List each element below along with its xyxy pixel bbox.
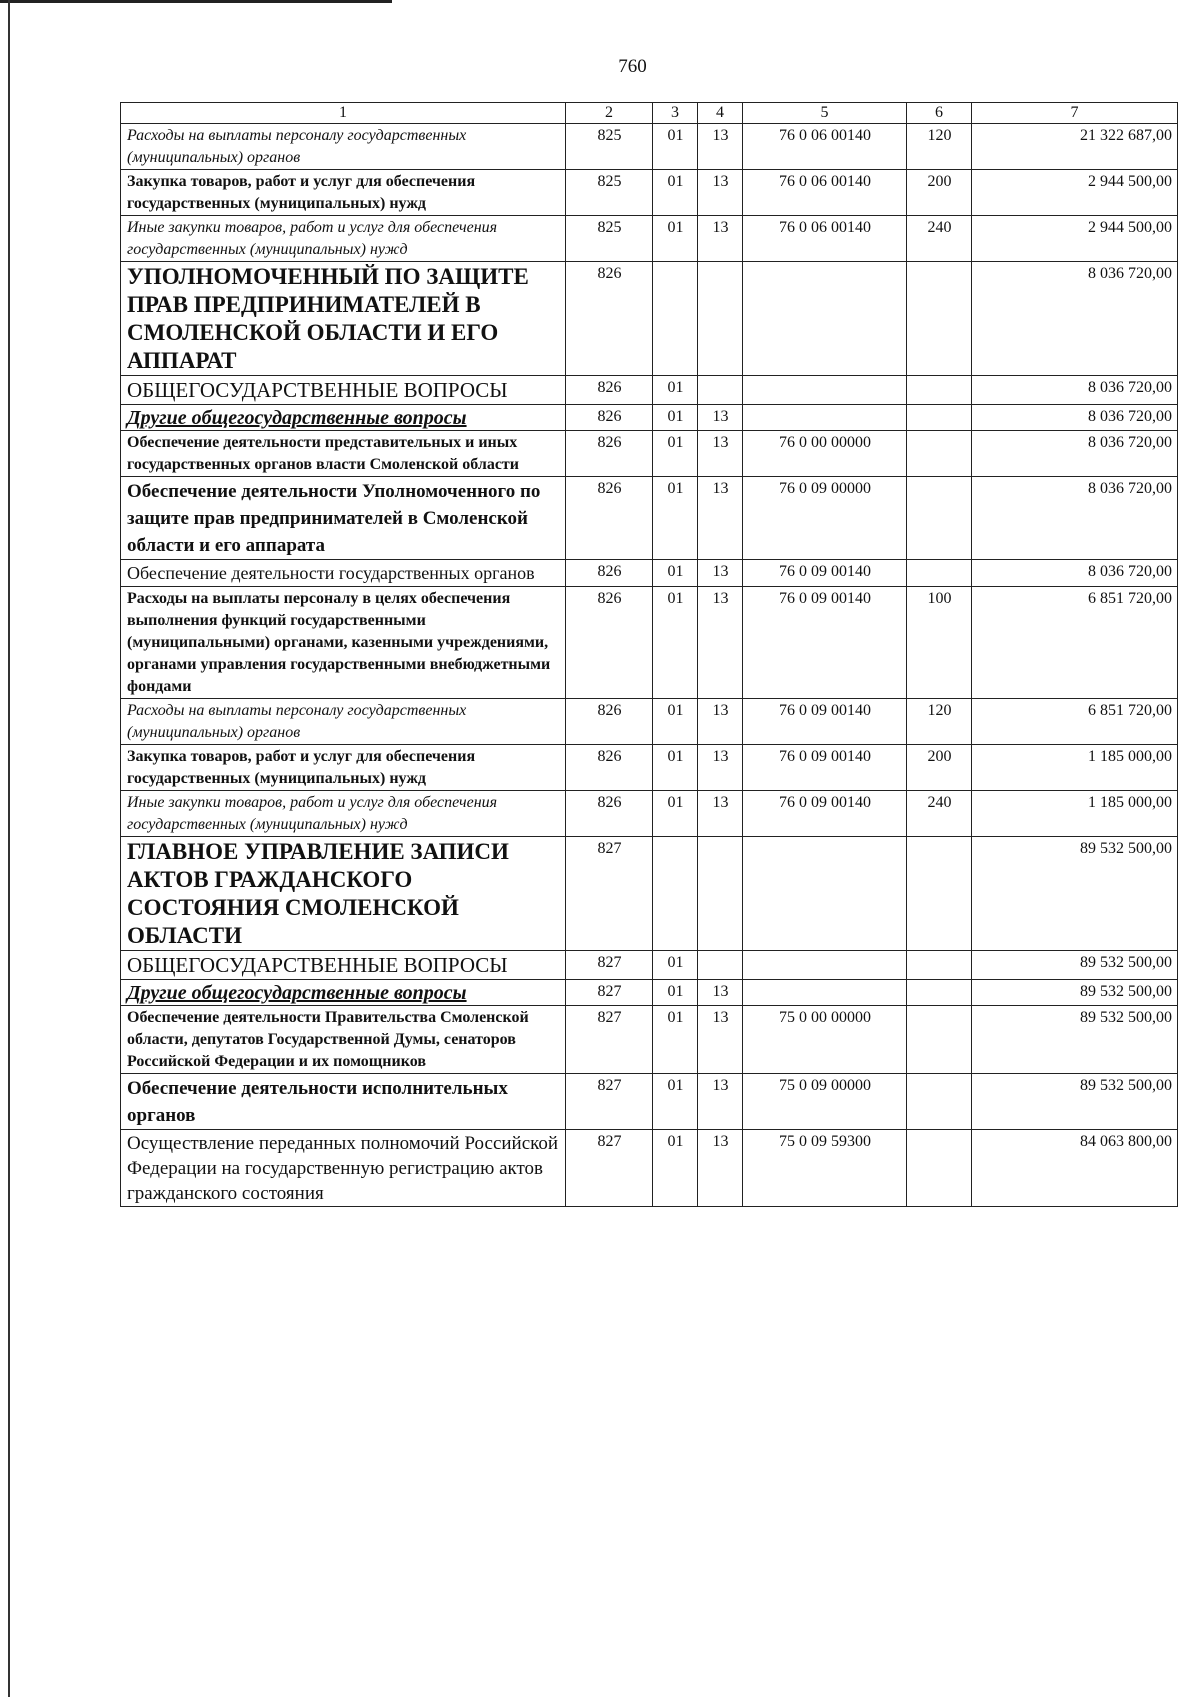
row-code-gr: 827 [566, 1006, 653, 1074]
row-code-pr: 13 [698, 791, 743, 837]
row-amount: 89 532 500,00 [972, 1006, 1178, 1074]
row-code-pr [698, 376, 743, 405]
row-code-vr [907, 262, 972, 376]
row-code-rz [653, 837, 698, 951]
row-code-rz: 01 [653, 951, 698, 980]
row-name: Другие общегосударственные вопросы [121, 405, 566, 431]
row-code-rz: 01 [653, 1006, 698, 1074]
row-code-rz: 01 [653, 699, 698, 745]
row-name: ОБЩЕГОСУДАРСТВЕННЫЕ ВОПРОСЫ [121, 376, 566, 405]
row-code-csr [743, 837, 907, 951]
row-code-rz: 01 [653, 405, 698, 431]
row-amount: 89 532 500,00 [972, 951, 1178, 980]
row-amount: 84 063 800,00 [972, 1130, 1178, 1207]
row-code-rz: 01 [653, 216, 698, 262]
table-row [121, 376, 1178, 405]
row-name: ГЛАВНОЕ УПРАВЛЕНИЕ ЗАПИСИ АКТОВ ГРАЖДАНСКОГО СОСТОЯНИЯ СМОЛЕНСКОЙ ОБЛАСТИ [121, 837, 566, 951]
header-col-7: 7 [972, 103, 1178, 124]
row-code-csr [743, 262, 907, 376]
row-code-gr: 826 [566, 699, 653, 745]
row-code-csr: 75 0 09 59300 [743, 1130, 907, 1207]
row-name: Обеспечение деятельности Правительства Смоленской области, депутатов Государственной Думы, сенаторов Российской Федерации и их помощников [121, 1006, 566, 1074]
row-code-csr [743, 951, 907, 980]
row-code-pr [698, 262, 743, 376]
row-code-gr: 825 [566, 216, 653, 262]
header-row [121, 103, 1178, 124]
row-code-gr: 825 [566, 170, 653, 216]
row-amount: 8 036 720,00 [972, 262, 1178, 376]
row-code-vr [907, 951, 972, 980]
row-code-gr: 826 [566, 405, 653, 431]
table-row [121, 980, 1178, 1006]
table-row [121, 791, 1178, 837]
table-row [121, 1006, 1178, 1074]
row-code-csr: 75 0 09 00000 [743, 1074, 907, 1130]
row-amount: 8 036 720,00 [972, 431, 1178, 477]
row-name: Обеспечение деятельности государственных органов [121, 560, 566, 587]
row-code-vr [907, 405, 972, 431]
row-code-gr: 826 [566, 262, 653, 376]
row-name: Обеспечение деятельности представительных и иных государственных органов власти Смоленской области [121, 431, 566, 477]
row-code-pr [698, 837, 743, 951]
row-code-vr: 200 [907, 745, 972, 791]
table-row [121, 405, 1178, 431]
row-code-vr [907, 1006, 972, 1074]
row-code-rz: 01 [653, 791, 698, 837]
row-code-csr [743, 405, 907, 431]
row-code-pr: 13 [698, 745, 743, 791]
header-col-5: 5 [743, 103, 907, 124]
row-code-rz: 01 [653, 1074, 698, 1130]
row-code-csr: 76 0 06 00140 [743, 170, 907, 216]
header-col-4: 4 [698, 103, 743, 124]
row-code-rz: 01 [653, 980, 698, 1006]
page-number: 760 [618, 56, 647, 77]
row-code-rz: 01 [653, 477, 698, 560]
row-code-pr: 13 [698, 1006, 743, 1074]
row-code-pr: 13 [698, 170, 743, 216]
row-code-vr [907, 837, 972, 951]
table-row [121, 431, 1178, 477]
row-code-csr [743, 376, 907, 405]
row-amount: 2 944 500,00 [972, 216, 1178, 262]
row-code-pr: 13 [698, 124, 743, 170]
row-code-csr [743, 980, 907, 1006]
table-row [121, 837, 1178, 951]
row-code-csr: 76 0 09 00140 [743, 560, 907, 587]
row-code-csr: 76 0 09 00140 [743, 745, 907, 791]
row-code-gr: 825 [566, 124, 653, 170]
row-amount: 89 532 500,00 [972, 980, 1178, 1006]
row-code-vr [907, 477, 972, 560]
row-code-csr: 76 0 09 00140 [743, 791, 907, 837]
row-name: Иные закупки товаров, работ и услуг для обеспечения государственных (муниципальных) нужд [121, 216, 566, 262]
row-code-gr: 827 [566, 980, 653, 1006]
row-code-rz: 01 [653, 560, 698, 587]
table-row [121, 262, 1178, 376]
row-code-pr: 13 [698, 560, 743, 587]
table-row [121, 1130, 1178, 1207]
row-code-pr: 13 [698, 431, 743, 477]
row-code-pr: 13 [698, 477, 743, 560]
row-name: Другие общегосударственные вопросы [121, 980, 566, 1006]
row-code-rz: 01 [653, 587, 698, 699]
header-col-6: 6 [907, 103, 972, 124]
row-code-pr: 13 [698, 699, 743, 745]
row-code-rz: 01 [653, 431, 698, 477]
row-code-vr: 100 [907, 587, 972, 699]
row-code-rz [653, 262, 698, 376]
row-amount: 8 036 720,00 [972, 376, 1178, 405]
row-code-rz: 01 [653, 170, 698, 216]
row-code-rz: 01 [653, 1130, 698, 1207]
row-code-vr: 240 [907, 216, 972, 262]
row-name: Иные закупки товаров, работ и услуг для обеспечения государственных (муниципальных) нужд [121, 791, 566, 837]
row-code-pr: 13 [698, 1130, 743, 1207]
row-name: Расходы на выплаты персоналу государственных (муниципальных) органов [121, 699, 566, 745]
row-name: Обеспечение деятельности исполнительных органов [121, 1074, 566, 1130]
table-body [121, 124, 1178, 1207]
row-name: ОБЩЕГОСУДАРСТВЕННЫЕ ВОПРОСЫ [121, 951, 566, 980]
row-code-csr: 76 0 06 00140 [743, 124, 907, 170]
row-name: Закупка товаров, работ и услуг для обеспечения государственных (муниципальных) нужд [121, 170, 566, 216]
table-row [121, 1074, 1178, 1130]
row-code-vr [907, 1130, 972, 1207]
row-code-csr: 76 0 09 00000 [743, 477, 907, 560]
row-code-pr: 13 [698, 405, 743, 431]
row-code-pr: 13 [698, 1074, 743, 1130]
row-code-gr: 826 [566, 791, 653, 837]
row-name: Закупка товаров, работ и услуг для обеспечения государственных (муниципальных) нужд [121, 745, 566, 791]
row-amount: 6 851 720,00 [972, 587, 1178, 699]
table-row [121, 170, 1178, 216]
row-code-csr: 76 0 09 00140 [743, 587, 907, 699]
row-code-vr [907, 431, 972, 477]
scan-edge-top [0, 0, 392, 3]
table-row [121, 699, 1178, 745]
table-row [121, 560, 1178, 587]
table-row [121, 745, 1178, 791]
row-code-vr: 120 [907, 124, 972, 170]
row-code-gr: 826 [566, 477, 653, 560]
row-code-gr: 826 [566, 587, 653, 699]
row-amount: 21 322 687,00 [972, 124, 1178, 170]
row-amount: 1 185 000,00 [972, 745, 1178, 791]
row-name: Расходы на выплаты персоналу в целях обеспечения выполнения функций государственными (муниципальными) органами, казенными учреждениями, органами управления государственными внебюджетными фондами [121, 587, 566, 699]
row-amount: 6 851 720,00 [972, 699, 1178, 745]
row-code-gr: 827 [566, 951, 653, 980]
row-code-gr: 827 [566, 1074, 653, 1130]
row-name: Обеспечение деятельности Уполномоченного по защите прав предпринимателей в Смоленской области и его аппарата [121, 477, 566, 560]
table-row [121, 587, 1178, 699]
row-code-vr: 240 [907, 791, 972, 837]
row-code-gr: 826 [566, 560, 653, 587]
budget-table [120, 102, 1178, 1207]
row-amount: 89 532 500,00 [972, 1074, 1178, 1130]
scan-edge-left [8, 0, 10, 1697]
row-code-pr: 13 [698, 980, 743, 1006]
row-amount: 8 036 720,00 [972, 560, 1178, 587]
row-code-vr [907, 560, 972, 587]
table-row [121, 951, 1178, 980]
row-name: Осуществление переданных полномочий Российской Федерации на государственную регистрацию актов гражданского состояния [121, 1130, 566, 1207]
row-code-gr: 827 [566, 1130, 653, 1207]
table-row [121, 216, 1178, 262]
row-code-gr: 826 [566, 745, 653, 791]
row-code-csr: 76 0 00 00000 [743, 431, 907, 477]
row-code-gr: 826 [566, 431, 653, 477]
row-code-csr: 75 0 00 00000 [743, 1006, 907, 1074]
row-code-csr: 76 0 06 00140 [743, 216, 907, 262]
row-code-pr: 13 [698, 216, 743, 262]
row-code-pr: 13 [698, 587, 743, 699]
header-col-1: 1 [121, 103, 566, 124]
row-code-rz: 01 [653, 376, 698, 405]
row-code-gr: 827 [566, 837, 653, 951]
row-code-vr [907, 1074, 972, 1130]
row-code-vr: 120 [907, 699, 972, 745]
row-amount: 8 036 720,00 [972, 405, 1178, 431]
row-code-rz: 01 [653, 124, 698, 170]
header-col-3: 3 [653, 103, 698, 124]
row-name: Расходы на выплаты персоналу государственных (муниципальных) органов [121, 124, 566, 170]
row-code-vr [907, 980, 972, 1006]
row-code-pr [698, 951, 743, 980]
row-code-rz: 01 [653, 745, 698, 791]
row-amount: 2 944 500,00 [972, 170, 1178, 216]
row-code-vr: 200 [907, 170, 972, 216]
row-code-vr [907, 376, 972, 405]
row-code-csr: 76 0 09 00140 [743, 699, 907, 745]
row-code-gr: 826 [566, 376, 653, 405]
row-amount: 89 532 500,00 [972, 837, 1178, 951]
row-amount: 8 036 720,00 [972, 477, 1178, 560]
table-row [121, 477, 1178, 560]
table-row [121, 124, 1178, 170]
row-name: УПОЛНОМОЧЕННЫЙ ПО ЗАЩИТЕ ПРАВ ПРЕДПРИНИМАТЕЛЕЙ В СМОЛЕНСКОЙ ОБЛАСТИ И ЕГО АППАРАТ [121, 262, 566, 376]
header-col-2: 2 [566, 103, 653, 124]
row-amount: 1 185 000,00 [972, 791, 1178, 837]
